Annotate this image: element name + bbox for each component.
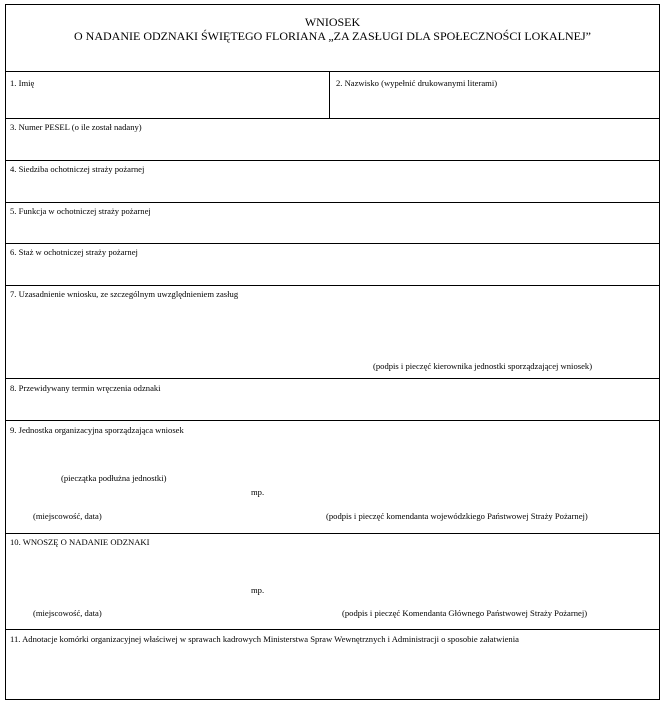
field-first-name[interactable] [6,72,330,118]
field-award-request[interactable] [6,533,659,629]
mp-label-2: mp. [251,585,265,595]
field-seniority[interactable] [6,243,659,285]
field-last-name[interactable] [330,72,659,118]
label-justification: 7. Uzasadnienie wniosku, ze szczególnym uwzględnieniem zasług [10,289,239,299]
form-title [6,15,659,43]
place-date-label-2: (miejscowość, data) [33,608,102,618]
label-annotations: 11. Adnotacje komórki organizacyjnej właściwej w sprawach kadrowych Ministerstwa Spraw Wewnętrznych i Administracji o sposobie załatwienia [10,634,519,644]
field-fire-brigade-seat[interactable] [6,160,659,202]
field-organizational-unit[interactable] [6,420,659,533]
field-justification[interactable] [6,285,659,378]
place-date-label: (miejscowość, data) [33,511,102,521]
field-function[interactable] [6,202,659,243]
form-title-line1: WNIOSEK [304,15,361,29]
label-fire-brigade-seat: 4. Siedziba ochotniczej straży pożarnej [10,164,145,174]
stamp-label: (pieczątka podłużna jednostki) [61,473,167,483]
label-seniority: 6. Staż w ochotniczej straży pożarnej [10,247,138,257]
row-name [6,71,659,118]
application-form [5,4,660,700]
signature-chief-commander: (podpis i pieczęć Komendanta Głównego Państwowej Straży Pożarnej) [342,608,588,618]
label-award-date: 8. Przewidywany termin wręczenia odznaki [10,383,161,393]
label-function: 5. Funkcja w ochotniczej straży pożarnej [10,206,151,216]
label-award-request: 10. WNOSZĘ O NADANIE ODZNAKI [10,537,150,547]
form-title-line2: O NADANIE ODZNAKI ŚWIĘTEGO FLORIANA „ZA ZASŁUGI DLA SPOŁECZNOŚCI LOKALNEJ” [74,29,591,43]
field-annotations[interactable] [6,629,659,699]
field-award-date[interactable] [6,378,659,420]
label-organizational-unit: 9. Jednostka organizacyjna sporządzająca wniosek [10,425,184,435]
field-pesel[interactable] [6,118,659,160]
label-last-name: 2. Nazwisko (wypełnić drukowanymi literami) [336,78,498,88]
signature-unit-head: (podpis i pieczęć kierownika jednostki sporządzającej wniosek) [373,361,593,371]
signature-voivodeship-commander: (podpis i pieczęć komendanta wojewódzkiego Państwowej Straży Pożarnej) [326,511,588,521]
label-first-name: 1. Imię [10,78,35,88]
mp-label: mp. [251,487,265,497]
label-pesel: 3. Numer PESEL (o ile został nadany) [10,122,142,132]
